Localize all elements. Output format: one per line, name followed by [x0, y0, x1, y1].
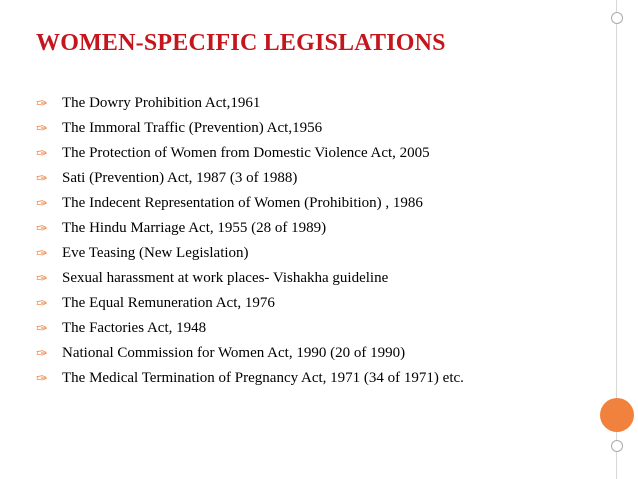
- list-item: [36, 219, 556, 238]
- list-item-text: The Dowry Prohibition Act,1961: [62, 95, 261, 111]
- list-item-text: The Immoral Traffic (Prevention) Act,1956: [62, 120, 323, 136]
- list-item-text: The Protection of Women from Domestic Violence Act, 2005: [62, 145, 430, 161]
- list-item: [36, 269, 556, 288]
- list-item-text: Eve Teasing (New Legislation): [62, 245, 249, 261]
- list-item: [36, 294, 556, 313]
- list-item-text: The Factories Act, 1948: [62, 320, 207, 336]
- list-item: [36, 319, 556, 338]
- list-item: [36, 144, 556, 163]
- list-item: [36, 119, 556, 138]
- bullet-icon: ✑: [36, 346, 48, 362]
- list-item: [36, 194, 556, 213]
- bullet-icon: ✑: [36, 171, 48, 187]
- bullet-icon: ✑: [36, 96, 48, 112]
- decorative-circle-bottom-icon: [611, 440, 623, 452]
- bullet-icon: ✑: [36, 221, 48, 237]
- list-item-text: Sexual harassment at work places- Vishakha guideline: [62, 270, 389, 286]
- decorative-circle-top-icon: [611, 12, 623, 24]
- list-item-text: The Medical Termination of Pregnancy Act, 1971 (34 of 1971) etc.: [62, 370, 464, 386]
- decorative-orange-circle-icon: [600, 398, 634, 432]
- bullet-icon: ✑: [36, 196, 48, 212]
- bullet-icon: ✑: [36, 146, 48, 162]
- legislation-list: [36, 94, 556, 394]
- bullet-icon: ✑: [36, 296, 48, 312]
- bullet-icon: ✑: [36, 271, 48, 287]
- list-item: [36, 94, 556, 113]
- list-item: [36, 244, 556, 263]
- list-item-text: The Equal Remuneration Act, 1976: [62, 295, 275, 311]
- list-item-text: The Indecent Representation of Women (Prohibition) , 1986: [62, 195, 423, 211]
- bullet-icon: ✑: [36, 371, 48, 387]
- bullet-icon: ✑: [36, 321, 48, 337]
- slide-title: WOMEN-SPECIFIC LEGISLATIONS: [36, 30, 446, 56]
- bullet-icon: ✑: [36, 121, 48, 137]
- list-item: [36, 344, 556, 363]
- list-item-text: Sati (Prevention) Act, 1987 (3 of 1988): [62, 170, 298, 186]
- list-item-text: The Hindu Marriage Act, 1955 (28 of 1989): [62, 220, 327, 236]
- list-item-text: National Commission for Women Act, 1990 (20 of 1990): [62, 345, 406, 361]
- bullet-icon: ✑: [36, 246, 48, 262]
- list-item: [36, 369, 556, 388]
- list-item: [36, 169, 556, 188]
